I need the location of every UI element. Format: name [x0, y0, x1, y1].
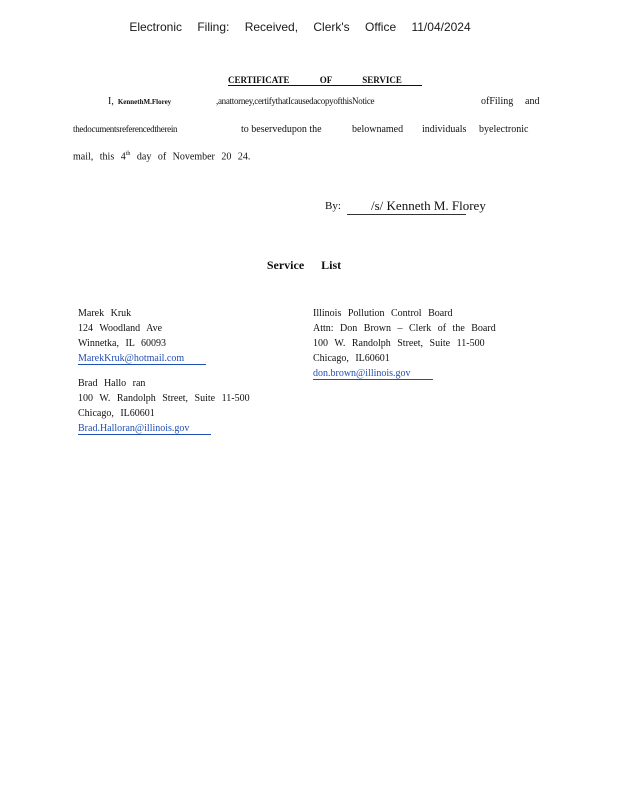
certificate-date-pre: mail, this 4 [73, 151, 126, 163]
recipient-name: Illinois Pollution Control Board [313, 308, 453, 319]
recipient-block [78, 306, 206, 366]
certificate-i: I, [108, 96, 114, 107]
certificate-line2-a: thedocumentsreferencedtherein [73, 124, 178, 134]
recipient-address-2: Chicago, IL60601 [313, 353, 390, 364]
recipient-address-2: Winnetka, IL 60093 [78, 338, 167, 349]
certificate-line-3 [73, 151, 250, 162]
recipient-attn: Attn: Don Brown – Clerk of the Board [313, 323, 496, 334]
signature-text: /s/ Kenneth M. Florey [371, 198, 486, 213]
certificate-line-1 [108, 96, 540, 107]
signature-line [347, 198, 486, 215]
certificate-statement: ,anattorney,certifythatIcausedacopyofthisNotice [216, 96, 375, 106]
recipient-email-link[interactable]: MarekKruk@hotmail.com [78, 353, 206, 365]
certificate-of-filing: ofFiling [481, 96, 514, 107]
recipient-address-1: 100 W. Randolph Street, Suite 11-500 [313, 338, 485, 349]
certificate-date-post: day of November 20 24. [136, 151, 251, 163]
recipient-name: Marek Kruk [78, 308, 132, 319]
certificate-line2-d: individuals [422, 124, 467, 135]
recipient-block [313, 306, 496, 381]
recipient-address-1: 100 W. Randolph Street, Suite 11-500 [78, 393, 250, 404]
recipient-email-link[interactable]: don.brown@illinois.gov [313, 368, 433, 380]
recipient-address-2: Chicago, IL60601 [78, 408, 155, 419]
certificate-and: and [525, 96, 540, 107]
service-list-title: Service List [266, 258, 342, 272]
attorney-name: KennethM.Florey [117, 98, 172, 106]
recipient-block [78, 376, 250, 436]
recipient-address-1: 124 Woodland Ave [78, 323, 163, 334]
recipient-name: Brad Hallo ran [78, 378, 146, 389]
recipient-email-link[interactable]: Brad.Halloran@illinois.gov [78, 423, 211, 435]
certificate-line2-c: belownamed [352, 124, 404, 135]
certificate-line2-b: to beservedupon the [241, 124, 322, 135]
by-label: By: [325, 200, 341, 212]
certificate-title: CERTIFICATE OF SERVICE [228, 75, 422, 86]
certificate-line2-e: byelectronic [479, 124, 529, 135]
certificate-date-sup: th [125, 151, 131, 157]
filing-stamp: Electronic Filing: Received, Clerk's Office 11/04/2024 [129, 20, 471, 34]
